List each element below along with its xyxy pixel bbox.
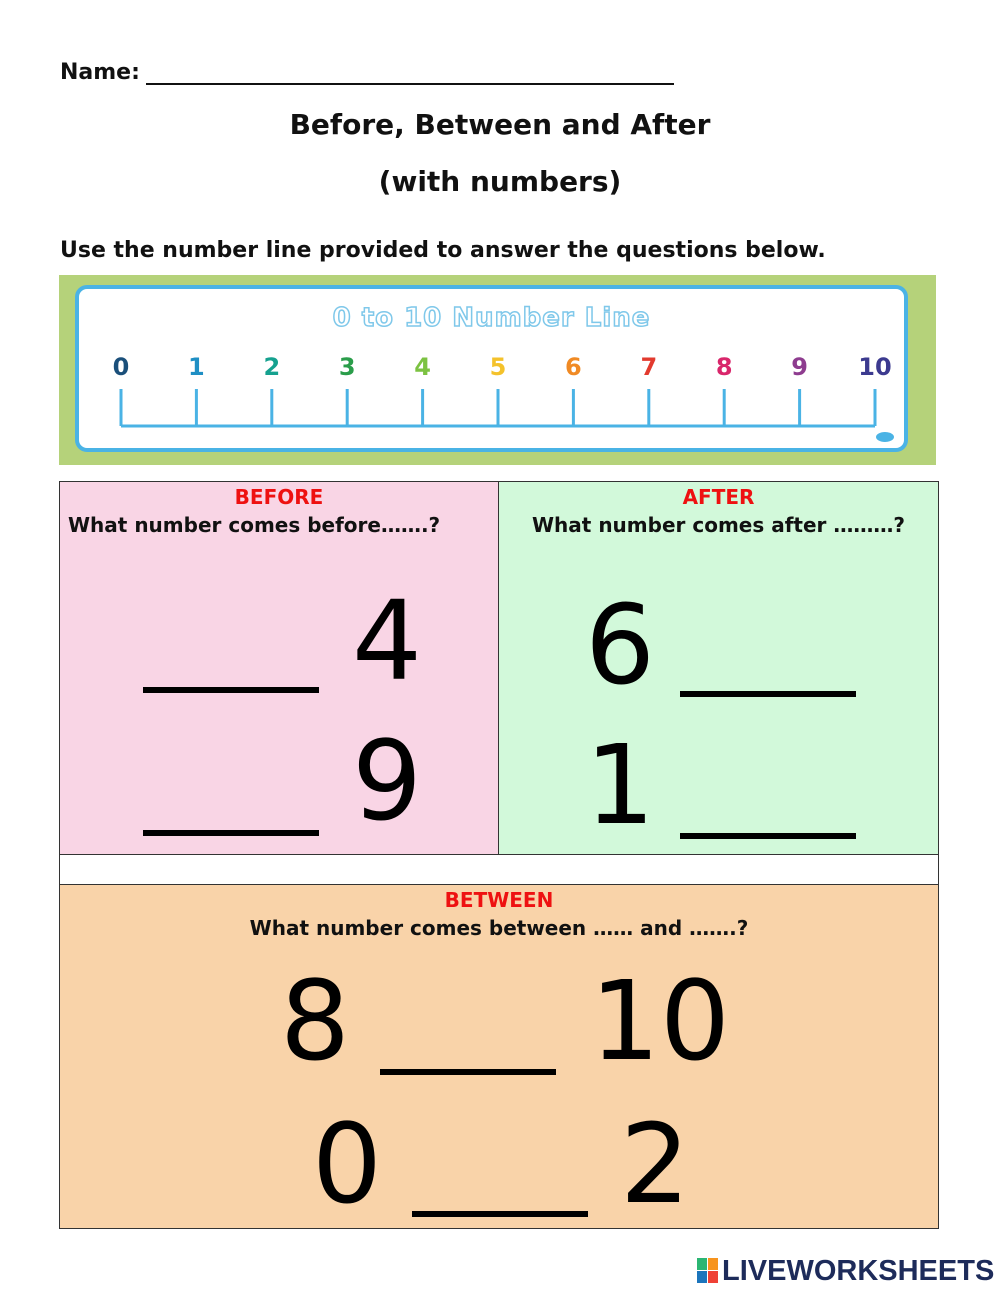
number-line-label: 5 — [489, 353, 507, 381]
before-answer-blank-2[interactable] — [143, 830, 319, 836]
number-line-graphic — [79, 289, 904, 448]
number-line-label: 0 — [112, 353, 130, 381]
between-heading: BETWEEN — [444, 888, 554, 912]
number-line-label: 2 — [263, 353, 281, 381]
after-number-2: 1 — [585, 721, 655, 849]
after-section — [498, 481, 939, 855]
between-right-number-2: 2 — [620, 1100, 690, 1228]
number-line-label: 7 — [640, 353, 658, 381]
before-number-2: 9 — [352, 717, 422, 845]
before-question: What number comes before…….? — [68, 513, 441, 537]
after-answer-blank-1[interactable] — [680, 691, 856, 697]
after-question: What number comes after ………? — [532, 513, 905, 537]
between-question: What number comes between …… and …….? — [249, 916, 749, 940]
name-label: Name: — [60, 60, 140, 85]
number-line-title: 0 to 10 Number Line — [332, 303, 651, 333]
between-left-number-1: 8 — [280, 957, 350, 1085]
between-answer-blank-1[interactable] — [380, 1069, 556, 1075]
after-answer-blank-2[interactable] — [680, 833, 856, 839]
before-answer-blank-1[interactable] — [143, 687, 319, 693]
number-line-label: 8 — [715, 353, 733, 381]
number-line-card — [75, 285, 908, 452]
between-answer-blank-2[interactable] — [412, 1211, 588, 1217]
worksheet-subtitle: (with numbers) — [378, 165, 622, 198]
number-line-label: 10 — [858, 353, 892, 381]
number-line-label: 9 — [791, 353, 808, 381]
instructions: Use the number line provided to answer the questions below. — [60, 238, 826, 263]
worksheet-title: Before, Between and After — [289, 108, 711, 141]
section-divider — [59, 854, 939, 885]
number-line-image — [59, 275, 936, 465]
before-heading: BEFORE — [234, 485, 324, 509]
name-field — [60, 60, 674, 85]
number-line-label: 4 — [414, 353, 431, 381]
publisher-logo-icon — [876, 432, 894, 442]
name-blank-line[interactable] — [146, 61, 674, 85]
before-number-1: 4 — [352, 577, 422, 705]
liveworksheets-logo[interactable]: LIVEWORKSHEETS — [722, 1255, 995, 1287]
number-line-label: 3 — [338, 353, 356, 381]
after-heading: AFTER — [682, 485, 755, 509]
number-line-label: 1 — [188, 353, 205, 381]
liveworksheets-logo-icon — [697, 1258, 719, 1284]
between-section — [59, 884, 939, 1229]
after-number-1: 6 — [585, 581, 655, 709]
between-right-number-1: 10 — [590, 957, 730, 1085]
before-section — [59, 481, 499, 855]
between-left-number-2: 0 — [312, 1100, 382, 1228]
number-line-label: 6 — [565, 353, 582, 381]
